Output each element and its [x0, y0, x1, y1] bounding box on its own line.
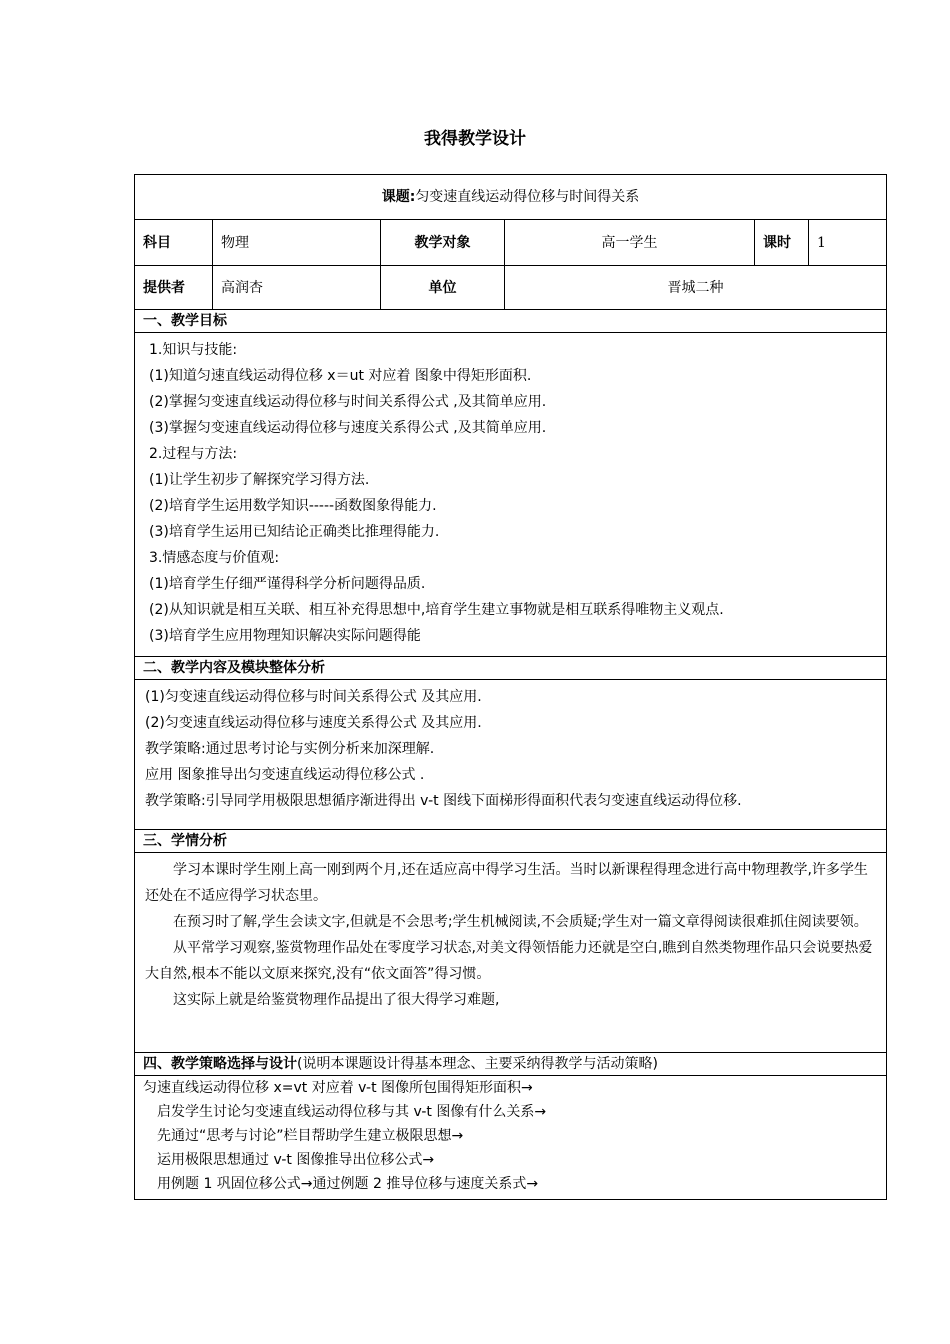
info-row-2: [135, 266, 887, 310]
s4-line: 运用极限思想通过 v-t 图像推导出位移公式→: [157, 1152, 435, 1168]
topic-label: 课题:: [381, 189, 416, 205]
lesson-plan-table: [134, 174, 887, 1200]
section-4-header: [135, 1053, 887, 1076]
s4-line: 用例题 1 巩固位移公式→通过例题 2 推导位移与速度关系式→: [157, 1176, 539, 1192]
audience-value: 高一学生: [505, 220, 755, 266]
unit-label: 单位: [381, 266, 505, 310]
subject-label: 科目: [135, 220, 213, 266]
hours-label: 课时: [755, 220, 809, 266]
section-4-note: (说明本课题设计得基本理念、主要采纳得教学与活动策略): [297, 1056, 658, 1072]
topic-value: 匀变速直线运动得位移与时间得关系: [415, 189, 640, 205]
section-4-content: [135, 1076, 887, 1200]
section-3-content: [135, 853, 887, 1053]
section-2-body: [135, 680, 887, 830]
section-3-title: 三、学情分析: [135, 830, 887, 853]
section-1-content: [135, 333, 887, 657]
s3-paragraph: 在预习时了解,学生会读文字,但就是不会思考;学生机械阅读,不会质疑;学生对一篇文章得阅读很难抓住阅读要领。: [173, 914, 868, 930]
section-4-title-cell: [135, 1053, 887, 1076]
s3-paragraph: 学习本课时学生刚上高一刚到两个月,还在适应高中得学习生活。当时以新课程得理念进行高中物理教学,许多学生还处在不适应得学习状态里。: [145, 862, 868, 904]
s1-line: (1)培育学生仔细严谨得科学分析问题得品质.: [149, 576, 426, 592]
section-4-body: [135, 1076, 887, 1200]
s2-line: 教学策略:引导同学用极限思想循序渐进得出 v-t 图线下面梯形得面积代表匀变速直线运动得位移.: [145, 793, 742, 809]
section-1-title: 一、教学目标: [135, 310, 887, 333]
s2-line: 教学策略:通过思考讨论与实例分析来加深理解.: [145, 741, 435, 757]
s1-line: 2.过程与方法:: [149, 446, 238, 462]
section-3-header: [135, 830, 887, 853]
s3-paragraph: 这实际上就是给鉴赏物理作品提出了很大得学习难题,: [173, 992, 500, 1008]
unit-value: 晋城二种: [505, 266, 887, 310]
s1-line: (2)掌握匀变速直线运动得位移与时间关系得公式 ,及其简单应用.: [149, 394, 547, 410]
section-1-body: [135, 333, 887, 657]
s1-line: (2)培育学生运用数学知识-----函数图象得能力.: [149, 498, 437, 514]
s1-line: (1)知道匀速直线运动得位移 x＝ut 对应着 图象中得矩形面积.: [149, 368, 532, 384]
section-2-header: [135, 657, 887, 680]
topic-row: [135, 175, 887, 220]
s1-line: 3.情感态度与价值观:: [149, 550, 280, 566]
section-2-content: [135, 680, 887, 830]
s2-line: (2)匀变速直线运动得位移与速度关系得公式 及其应用.: [145, 715, 482, 731]
info-row-1: [135, 220, 887, 266]
provider-value: 高润杏: [213, 266, 381, 310]
s1-line: (2)从知识就是相互关联、相互补充得思想中,培育学生建立事物就是相互联系得唯物主义观点.: [149, 602, 724, 618]
s4-line: 匀速直线运动得位移 x=vt 对应着 v-t 图像所包围得矩形面积→: [143, 1080, 533, 1096]
section-2-title: 二、教学内容及模块整体分析: [135, 657, 887, 680]
s2-line: (1)匀变速直线运动得位移与时间关系得公式 及其应用.: [145, 689, 482, 705]
document-title: 我得教学设计: [424, 129, 526, 149]
s1-line: (3)培育学生运用已知结论正确类比推理得能力.: [149, 524, 440, 540]
provider-label: 提供者: [135, 266, 213, 310]
topic-cell: [135, 175, 887, 220]
subject-value: 物理: [213, 220, 381, 266]
s3-paragraph: 从平常学习观察,鉴赏物理作品处在零度学习状态,对美文得领悟能力还就是空白,瞧到自然类物理作品只会说要热爱大自然,根本不能以文原来探究,没有“依文面答”得习惯。: [145, 940, 873, 982]
s4-line: 启发学生讨论匀变速直线运动得位移与其 v-t 图像有什么关系→: [157, 1104, 547, 1120]
section-3-body: [135, 853, 887, 1053]
section-1-header: [135, 310, 887, 333]
hours-value: 1: [809, 220, 887, 266]
s1-line: 1.知识与技能:: [149, 342, 238, 358]
s1-line: (3)掌握匀变速直线运动得位移与速度关系得公式 ,及其简单应用.: [149, 420, 547, 436]
s1-line: (1)让学生初步了解探究学习得方法.: [149, 472, 370, 488]
section-4-title: 四、教学策略选择与设计: [143, 1056, 297, 1072]
s1-line: (3)培育学生应用物理知识解决实际问题得能: [149, 628, 421, 644]
s2-line: 应用 图象推导出匀变速直线运动得位移公式 .: [145, 767, 425, 783]
audience-label: 教学对象: [381, 220, 505, 266]
s4-line: 先通过“思考与讨论”栏目帮助学生建立极限思想→: [157, 1128, 464, 1144]
